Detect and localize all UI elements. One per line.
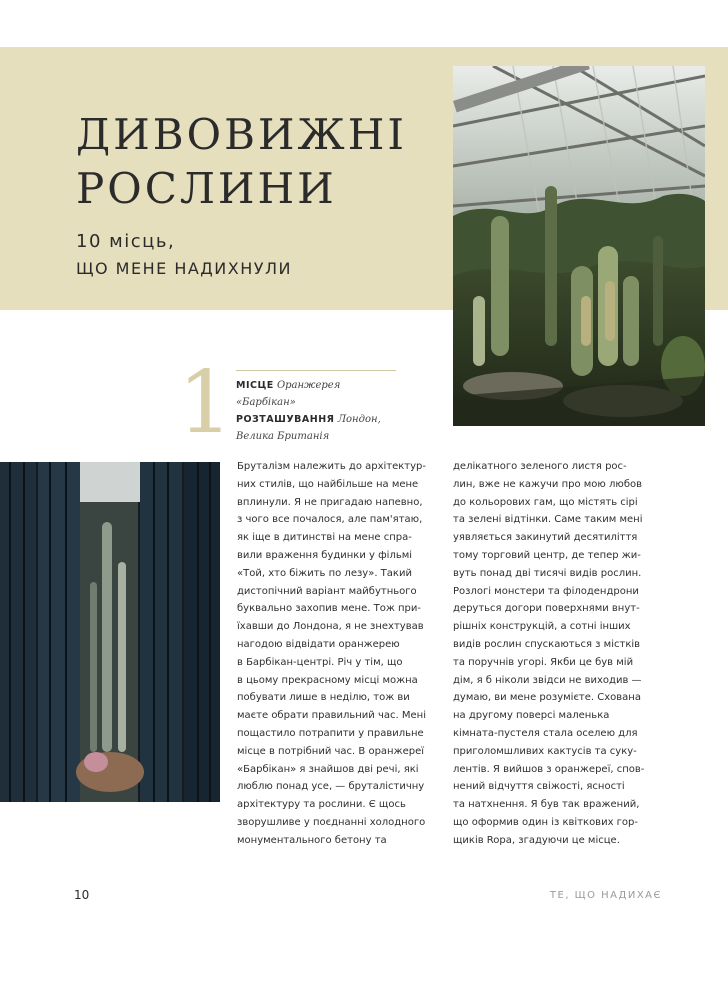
text-line: та зелені відтінки. Саме таким мені (453, 514, 643, 526)
location-value-line-1: Лондон, (337, 414, 381, 425)
text-line: видів рослин спускаються з містків (453, 638, 641, 650)
text-line: нагодою відвідати оранжерею (237, 638, 400, 650)
text-line: делікатного зеленого листя рос- (453, 461, 627, 472)
text-line: зворушливе у поєднанні холодного (237, 816, 426, 828)
text-line: уявляється закинутий десятиліття (453, 532, 638, 544)
body-column-1 (237, 458, 435, 850)
text-line: приголомшливих кактусів та суку- (453, 745, 637, 757)
text-line: кімната-пустеля стала оселею для (453, 727, 638, 739)
text-line: «Барбікан» я знайшов дві речі, які (237, 763, 419, 775)
text-line: деруться догори поверхнями внут- (453, 603, 640, 615)
body-column-2 (453, 458, 653, 850)
text-line: буквально захопив мене. Тож при- (237, 603, 422, 615)
running-title: ТЕ, ЩО НАДИХАЄ (549, 890, 662, 901)
text-line: лин, вже не кажучи про мою любов (453, 478, 642, 490)
text-line: вплинули. Я не пригадаю напевно, (237, 496, 423, 508)
text-line: люблю понад усе, — бруталістичну (237, 781, 425, 793)
place-info (236, 370, 396, 445)
text-line: Бруталізм належить до архітектур- (237, 461, 427, 472)
text-line: них стилів, що найбільше на мене (237, 478, 419, 490)
text-line: як іще в дитинстві на мене спра- (237, 532, 412, 544)
text-line: маєте обрати правильний час. Мені (237, 710, 426, 722)
text-line: та натхнення. Я був так вражений, (453, 799, 640, 811)
subtitle-line-2: ЩО МЕНЕ НАДИХНУЛИ (76, 259, 293, 278)
subtitle-line-1: 10 місць, (76, 231, 176, 252)
text-line: «Той, хто біжить по лезу». Такий (237, 567, 412, 579)
text-line: та поручнів угорі. Якби це був мій (453, 656, 634, 668)
text-line: до кольорових гам, що містять сірі (453, 496, 638, 508)
text-line: місце в потрібний час. В оранжереї (237, 745, 425, 757)
text-line: нений відчуття свіжості, ясності (453, 781, 625, 793)
text-line: архітектуру та рослини. Є щось (237, 799, 406, 811)
text-line: Розлогі монстери та філодендрони (453, 585, 639, 597)
text-line: побувати лише в неділю, тож ви (237, 692, 410, 704)
cactus-columns-photo (0, 462, 220, 802)
text-line: лентів. Я вийшов з оранжереї, спов- (453, 763, 645, 775)
location-label: РОЗТАШУВАННЯ (236, 414, 335, 425)
text-line: в Барбікан-центрі. Річ у тім, що (237, 656, 403, 668)
page-title (76, 108, 456, 216)
place-value: Оранжерея «Барбікан» (236, 380, 341, 408)
title-line-2: РОСЛИНИ (76, 164, 337, 213)
text-line: пощастило потрапити у правильне (237, 727, 424, 739)
page-number: 10 (74, 888, 90, 902)
place-number: 1 (178, 353, 233, 453)
text-line: вили враження будинки у фільмі (237, 549, 413, 561)
text-line: на другому поверсі маленька (453, 710, 610, 722)
text-line: дім, я б ніколи звідси не виходив — (453, 674, 642, 686)
text-line: рішніх конструкцій, а сотні інших (453, 621, 631, 633)
text-line: дистопічний варіант майбутнього (237, 585, 417, 597)
text-line: вуть понад дві тисячі видів рослин. (453, 567, 642, 579)
text-line: що оформив один із квіткових гор- (453, 816, 638, 828)
text-line: щиків Ropa, згадуючи це місце. (453, 834, 620, 846)
text-line: тому торговий центр, де тепер жи- (453, 549, 641, 561)
text-line: монументального бетону та (237, 834, 387, 846)
text-line: думаю, ви мене розумієте. Схована (453, 692, 641, 704)
location-value-line-2: Велика Британія (236, 431, 330, 442)
greenhouse-photo (453, 66, 705, 426)
text-line: їхавши до Лондона, я не знехтував (237, 621, 424, 633)
text-line: в цьому прекрасному місці можна (237, 674, 418, 686)
place-label: МІСЦЕ (236, 380, 274, 391)
text-line: з чого все почалося, але пам'ятаю, (237, 514, 423, 526)
title-line-1: ДИВОВИЖНІ (76, 110, 407, 159)
page-subtitle (76, 228, 436, 282)
